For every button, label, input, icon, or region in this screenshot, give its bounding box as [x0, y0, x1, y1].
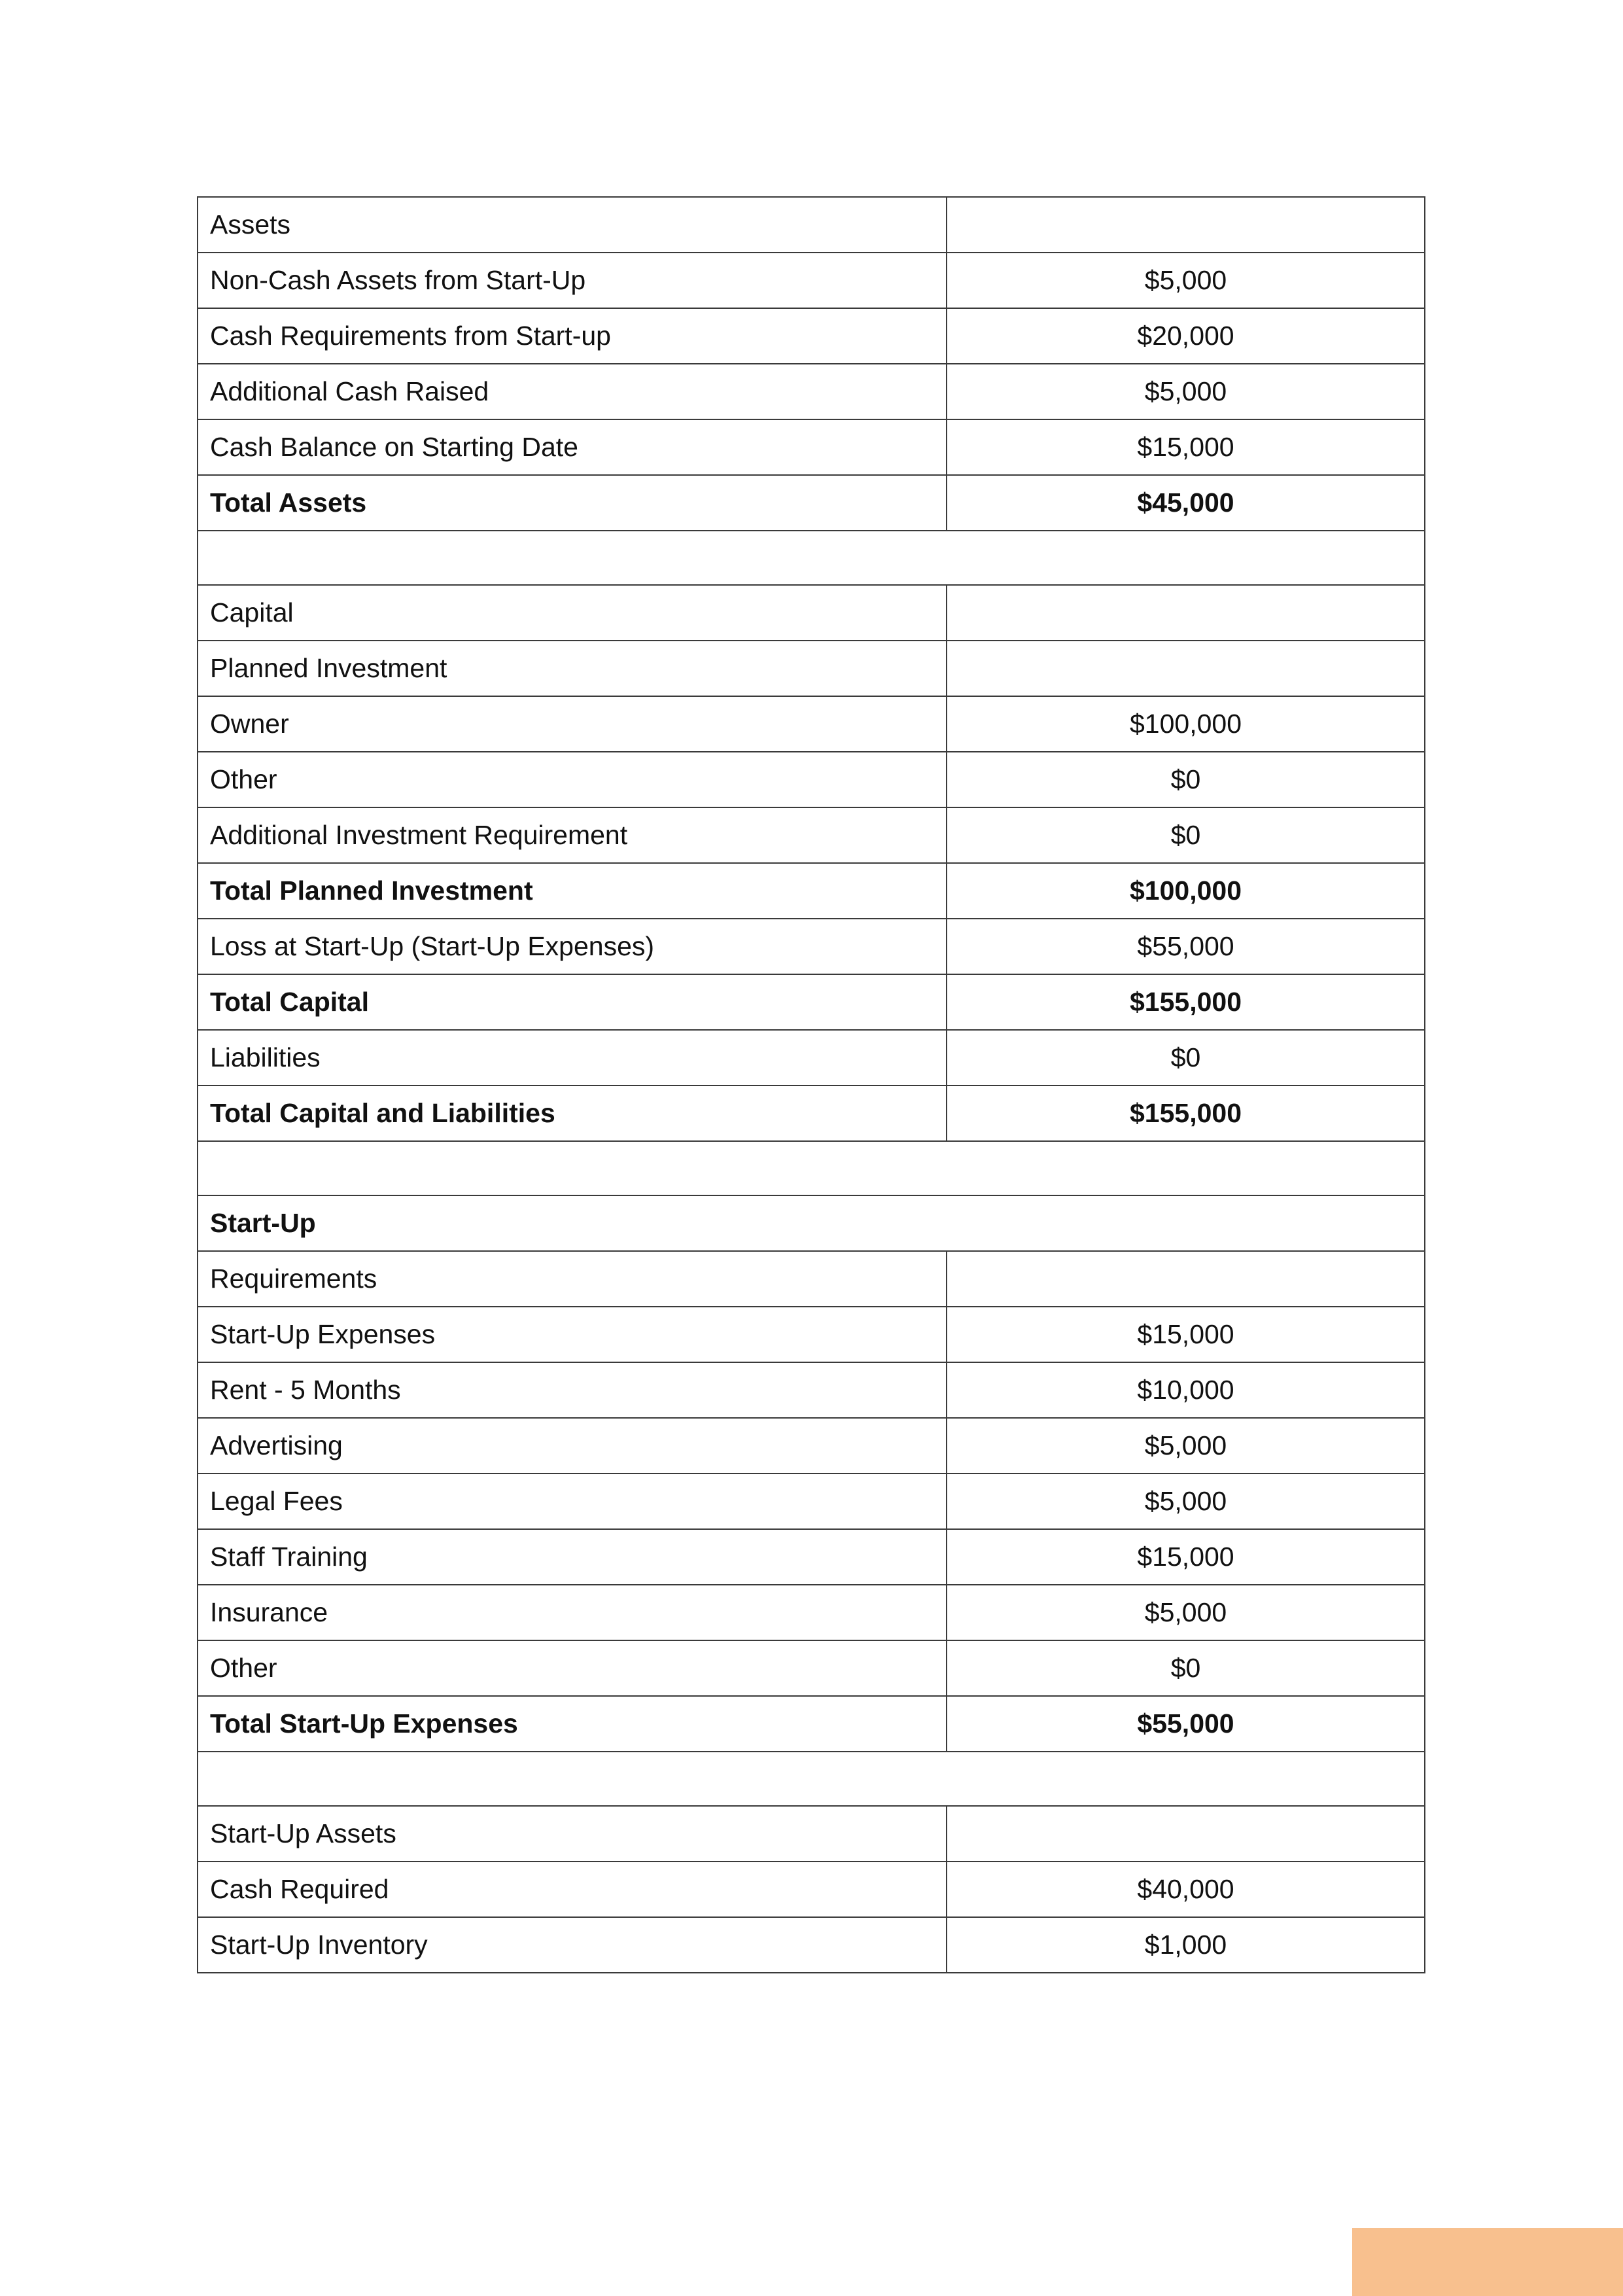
row-label: Insurance [198, 1585, 947, 1640]
row-label: Cash Required [198, 1862, 947, 1917]
row-value: $10,000 [947, 1362, 1425, 1418]
row-label: Total Start-Up Expenses [198, 1696, 947, 1752]
table-row [198, 1307, 1425, 1362]
table-row [198, 919, 1425, 974]
row-value: $5,000 [947, 1585, 1425, 1640]
row-label: Capital [198, 585, 947, 641]
row-value: $15,000 [947, 1529, 1425, 1585]
row-value [947, 641, 1425, 696]
row-label: Additional Investment Requirement [198, 807, 947, 863]
row-label: Start-Up Inventory [198, 1917, 947, 1973]
row-label: Non-Cash Assets from Start-Up [198, 253, 947, 308]
row-label: Start-Up Expenses [198, 1307, 947, 1362]
row-value: $45,000 [947, 475, 1425, 531]
row-label: Staff Training [198, 1529, 947, 1585]
table-row [198, 696, 1425, 752]
total-row [198, 1696, 1425, 1752]
table-row [198, 641, 1425, 696]
row-value: $20,000 [947, 308, 1425, 364]
corner-accent-block [1352, 2228, 1623, 2296]
total-row [198, 1086, 1425, 1141]
row-label: Other [198, 752, 947, 807]
table-body [198, 197, 1425, 1973]
row-label: Cash Balance on Starting Date [198, 419, 947, 475]
row-label: Requirements [198, 1251, 947, 1307]
row-value [947, 585, 1425, 641]
row-label: Total Capital [198, 974, 947, 1030]
row-value [947, 1251, 1425, 1307]
spacer-cell [198, 1752, 1425, 1806]
row-label: Start-Up Assets [198, 1806, 947, 1862]
row-label: Owner [198, 696, 947, 752]
row-label: Loss at Start-Up (Start-Up Expenses) [198, 919, 947, 974]
financial-table [197, 196, 1425, 1973]
row-value: $155,000 [947, 1086, 1425, 1141]
table-row [198, 1862, 1425, 1917]
table-row [198, 807, 1425, 863]
row-value: $100,000 [947, 696, 1425, 752]
row-value: $155,000 [947, 974, 1425, 1030]
row-value: $5,000 [947, 253, 1425, 308]
row-label: Rent - 5 Months [198, 1362, 947, 1418]
table-row [198, 1806, 1425, 1862]
spacer-row [198, 531, 1425, 585]
table-row [198, 1362, 1425, 1418]
table-row [198, 197, 1425, 253]
row-value: $0 [947, 1640, 1425, 1696]
table-row [198, 1585, 1425, 1640]
table-row [198, 1640, 1425, 1696]
row-value: $5,000 [947, 1474, 1425, 1529]
row-label: Total Planned Investment [198, 863, 947, 919]
row-label: Total Assets [198, 475, 947, 531]
table-row [198, 308, 1425, 364]
row-value: $5,000 [947, 364, 1425, 419]
total-row [198, 974, 1425, 1030]
row-label: Assets [198, 197, 947, 253]
row-value: $40,000 [947, 1862, 1425, 1917]
table-row [198, 752, 1425, 807]
table-row [198, 1529, 1425, 1585]
row-label: Advertising [198, 1418, 947, 1474]
table-row [198, 1418, 1425, 1474]
spacer-cell [198, 1141, 1425, 1195]
row-label: Other [198, 1640, 947, 1696]
row-label: Legal Fees [198, 1474, 947, 1529]
table-row [198, 364, 1425, 419]
table-row [198, 1917, 1425, 1973]
row-value: $1,000 [947, 1917, 1425, 1973]
total-row [198, 475, 1425, 531]
section-header-label: Start-Up [198, 1195, 1425, 1251]
row-label: Planned Investment [198, 641, 947, 696]
row-label: Liabilities [198, 1030, 947, 1086]
table-row [198, 253, 1425, 308]
spacer-row [198, 1752, 1425, 1806]
row-value: $100,000 [947, 863, 1425, 919]
table-row [198, 1030, 1425, 1086]
row-value: $55,000 [947, 919, 1425, 974]
row-value: $0 [947, 752, 1425, 807]
spacer-row [198, 1141, 1425, 1195]
table-row [198, 419, 1425, 475]
row-label: Cash Requirements from Start-up [198, 308, 947, 364]
row-value: $55,000 [947, 1696, 1425, 1752]
row-value: $15,000 [947, 1307, 1425, 1362]
row-value: $0 [947, 807, 1425, 863]
section-header-row [198, 1195, 1425, 1251]
table-row [198, 1251, 1425, 1307]
row-label: Total Capital and Liabilities [198, 1086, 947, 1141]
table-row [198, 1474, 1425, 1529]
row-value [947, 1806, 1425, 1862]
row-value [947, 197, 1425, 253]
row-value: $15,000 [947, 419, 1425, 475]
row-value: $5,000 [947, 1418, 1425, 1474]
spacer-cell [198, 531, 1425, 585]
row-label: Additional Cash Raised [198, 364, 947, 419]
total-row [198, 863, 1425, 919]
row-value: $0 [947, 1030, 1425, 1086]
table-row [198, 585, 1425, 641]
